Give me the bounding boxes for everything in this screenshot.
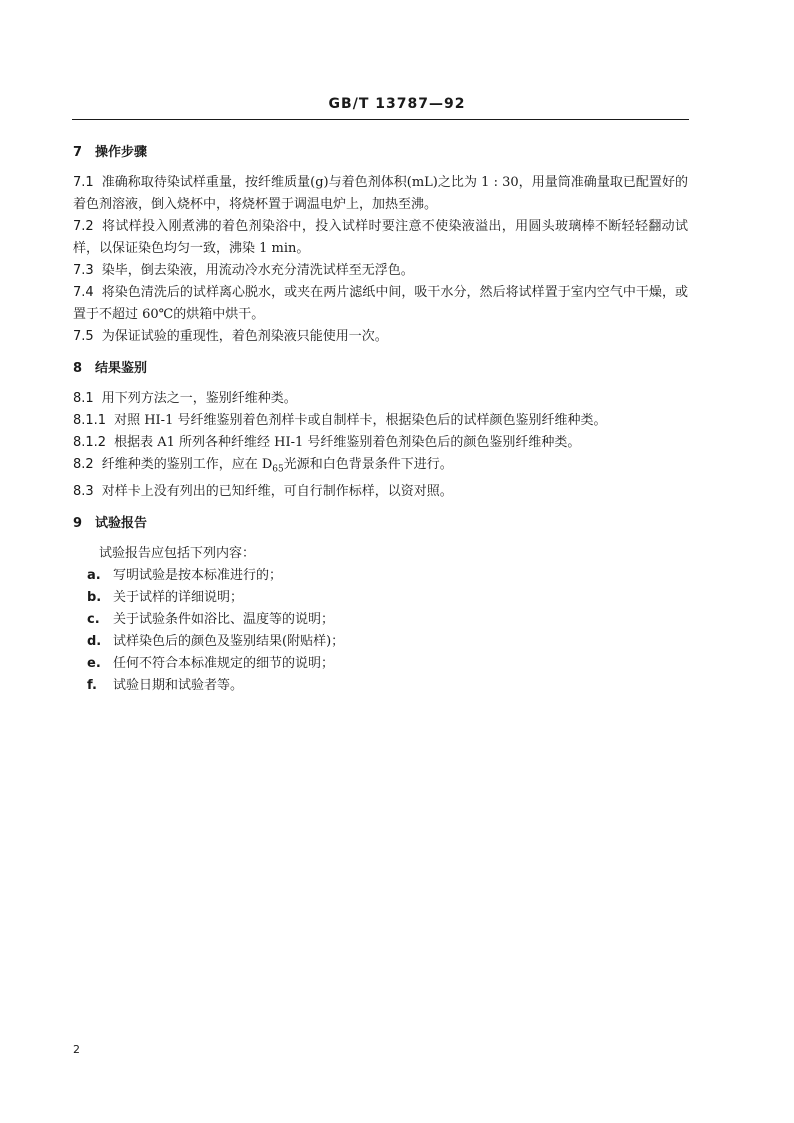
section-8-heading: [73, 358, 688, 380]
report-intro: 试验报告应包括下列内容：: [99, 545, 256, 561]
section-7-heading: [73, 142, 688, 164]
section-title: 试验报告: [95, 515, 148, 531]
standard-code: GB/T 13787—92: [328, 96, 466, 112]
list-item: d. 试样染色后的颜色及鉴别结果(附贴样)；: [87, 633, 345, 649]
clause-7-3: 7.3 染毕，倒去染液，用流动冷水充分清洗试样至无浮色。: [73, 263, 414, 278]
list-item: b. 关于试样的详细说明；: [87, 589, 244, 605]
section-9-heading: [73, 513, 688, 535]
clause-8-1-1: 8.1.1 对照 HI-1 号纤维鉴别着色剂样卡或自制样卡，根据染色后的试样颜色鉴别纤维种类。: [73, 413, 607, 428]
clause-8-3: 8.3 对样卡上没有列出的已知纤维，可自行制作标样，以资对照。: [73, 483, 453, 499]
clause-8-2: 8.2 纤维种类的鉴别工作，应在 $D_{65}$光源和白色背景条件下进行。: [73, 457, 453, 475]
list-item: f. 试验日期和试验者等。: [87, 677, 244, 693]
section-number: 9: [73, 515, 83, 531]
list-item: c. 关于试验条件如浴比、温度等的说明；: [87, 611, 335, 627]
clause-7-5: 7.5 为保证试验的重现性，着色剂染液只能使用一次。: [73, 329, 388, 344]
section-title: 结果鉴别: [95, 361, 148, 376]
section-title: 操作步骤: [95, 145, 148, 160]
list-item: e. 任何不符合本标准规定的细节的说明；: [87, 655, 335, 671]
clause-8-1-2: 8.1.2 根据表 A1 所列各种纤维经 HI-1 号纤维鉴别着色剂染色后的颜色鉴别纤维种类。: [73, 435, 581, 450]
clause-7-4: 7.4 将染色清洗后的试样离心脱水，或夹在两片滤纸中间，吸干水分，然后将试样置于室内空气中干燥，或置于不超过 60℃的烘箱中烘干。: [73, 285, 688, 322]
section-number: 8: [73, 361, 83, 376]
clause-7-2: 7.2 将试样投入刚煮沸的着色剂染浴中，投入试样时要注意不使染液溢出，用圆头玻璃棒不断轻轻翻动试样，以保证染色均匀一致，沸染 1 min。: [73, 219, 688, 256]
document-body: [73, 142, 688, 697]
header-rule: [72, 119, 689, 120]
clause-8-1: 8.1 用下列方法之一，鉴别纤维种类。: [73, 391, 297, 406]
clause-7-1: 7.1 准确称取待染试样重量，按纤维质量(g)与着色剂体积(mL)之比为 1 : 30，用量筒准确量取已配置好的着色剂溶液，倒入烧杯中，将烧杯置于调温电炉上，加热至沸。: [73, 175, 688, 212]
section-number: 7: [73, 145, 83, 160]
page-number: 2: [73, 1043, 80, 1056]
list-item: a. 写明试验是按本标准进行的；: [87, 567, 283, 583]
